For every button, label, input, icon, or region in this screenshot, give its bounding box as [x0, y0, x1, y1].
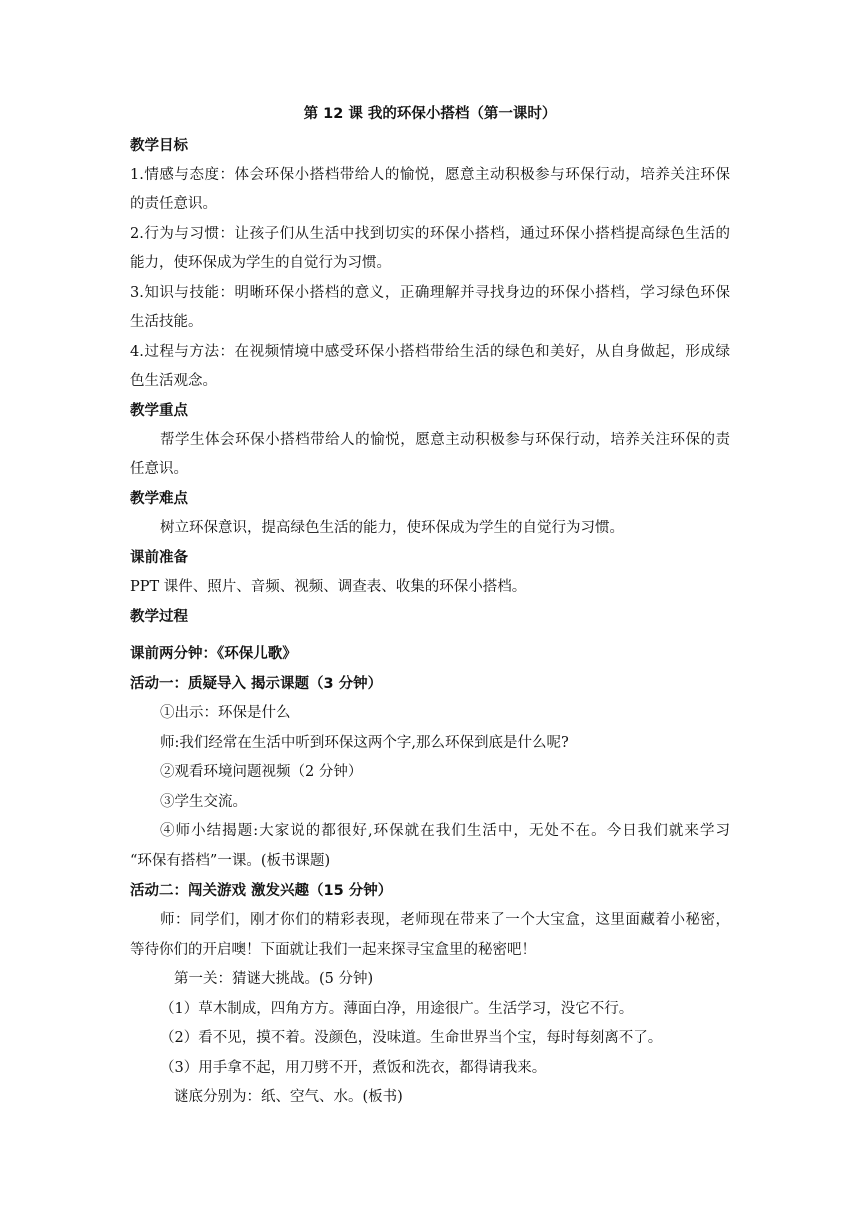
goal-2-line-1: 2.行为与习惯：让孩子们从生活中找到切实的环保小搭档，通过环保小搭档提高绿色生活的	[130, 226, 730, 242]
focus-line-2: 任意识。	[130, 461, 188, 477]
focus-line-1: 帮学生体会环保小搭档带给人的愉悦，愿意主动积极参与环保行动，培养关注环保的责	[160, 432, 730, 448]
difficulty-text: 树立环保意识，提高绿色生活的能力，使环保成为学生的自觉行为习惯。	[160, 520, 624, 536]
riddle-3: （3）用手拿不起，用刀劈不开，煮饭和洗衣，都得请我来。	[160, 1060, 547, 1076]
activity-2-teacher-line-2: 等待你们的开启噢！下面就让我们一起来探寻宝盒里的秘密吧！	[130, 942, 536, 958]
activity-1-teacher: 师:我们经常在生活中听到环保这两个字,那么环保到底是什么呢?	[160, 735, 569, 751]
difficulty-heading: 教学难点	[130, 491, 188, 507]
activity-2-teacher-line-1: 师：同学们，刚才你们的精彩表现，老师现在带来了一个大宝盒，这里面藏着小秘密，	[160, 912, 730, 928]
goal-1-line-2: 的责任意识。	[130, 196, 217, 212]
goals-heading: 教学目标	[130, 138, 188, 154]
process-heading: 教学过程	[130, 609, 188, 625]
activity-1-step-4-line-1: ④师小结揭题:大家说的都很好,环保就在我们生活中，无处不在。今日我们就来学习	[160, 823, 730, 839]
level-1-heading: 第一关：猜谜大挑战。(5 分钟)	[174, 971, 374, 987]
activity-1-step-3: ③学生交流。	[160, 794, 247, 810]
goal-1-line-1: 1.情感与态度：体会环保小搭档带给人的愉悦，愿意主动积极参与环保行动，培养关注环保	[130, 167, 730, 183]
activity-1-step-1: ①出示：环保是什么	[160, 705, 291, 721]
riddle-2: （2）看不见，摸不着。没颜色，没味道。生命世界当个宝，每时每刻离不了。	[160, 1030, 663, 1046]
page-title: 第 12 课 我的环保小搭档（第一课时）	[303, 106, 557, 122]
goal-2-line-2: 能力，使环保成为学生的自觉行为习惯。	[130, 255, 391, 271]
riddle-answers: 谜底分别为：纸、空气、水。(板书)	[174, 1089, 403, 1105]
prep-heading: 课前准备	[130, 550, 188, 566]
activity-1-heading: 活动一：质疑导入 揭示课题（3 分钟）	[130, 676, 383, 692]
activity-1-step-4-line-2: “环保有搭档”一课。(板书课题)	[130, 853, 331, 869]
goal-4-line-1: 4.过程与方法：在视频情境中感受环保小搭档带给生活的绿色和美好，从自身做起，形成绿	[130, 344, 730, 360]
goal-3-line-1: 3.知识与技能：明晰环保小搭档的意义，正确理解并寻找身边的环保小搭档，学习绿色环保	[130, 285, 730, 301]
pre-class-heading: 课前两分钟：《环保儿歌》	[130, 646, 297, 662]
goal-4-line-2: 色生活观念。	[130, 373, 217, 389]
riddle-1: （1）草木制成，四角方方。薄面白净，用途很广。生活学习，没它不行。	[160, 1001, 634, 1017]
activity-2-heading: 活动二：闯关游戏 激发兴趣（15 分钟）	[130, 883, 393, 899]
goal-3-line-2: 生活技能。	[130, 314, 203, 330]
activity-1-step-2: ②观看环境问题视频（2 分钟）	[160, 764, 363, 780]
focus-heading: 教学重点	[130, 403, 188, 419]
prep-text: PPT 课件、照片、音频、视频、调查表、收集的环保小搭档。	[130, 579, 527, 595]
